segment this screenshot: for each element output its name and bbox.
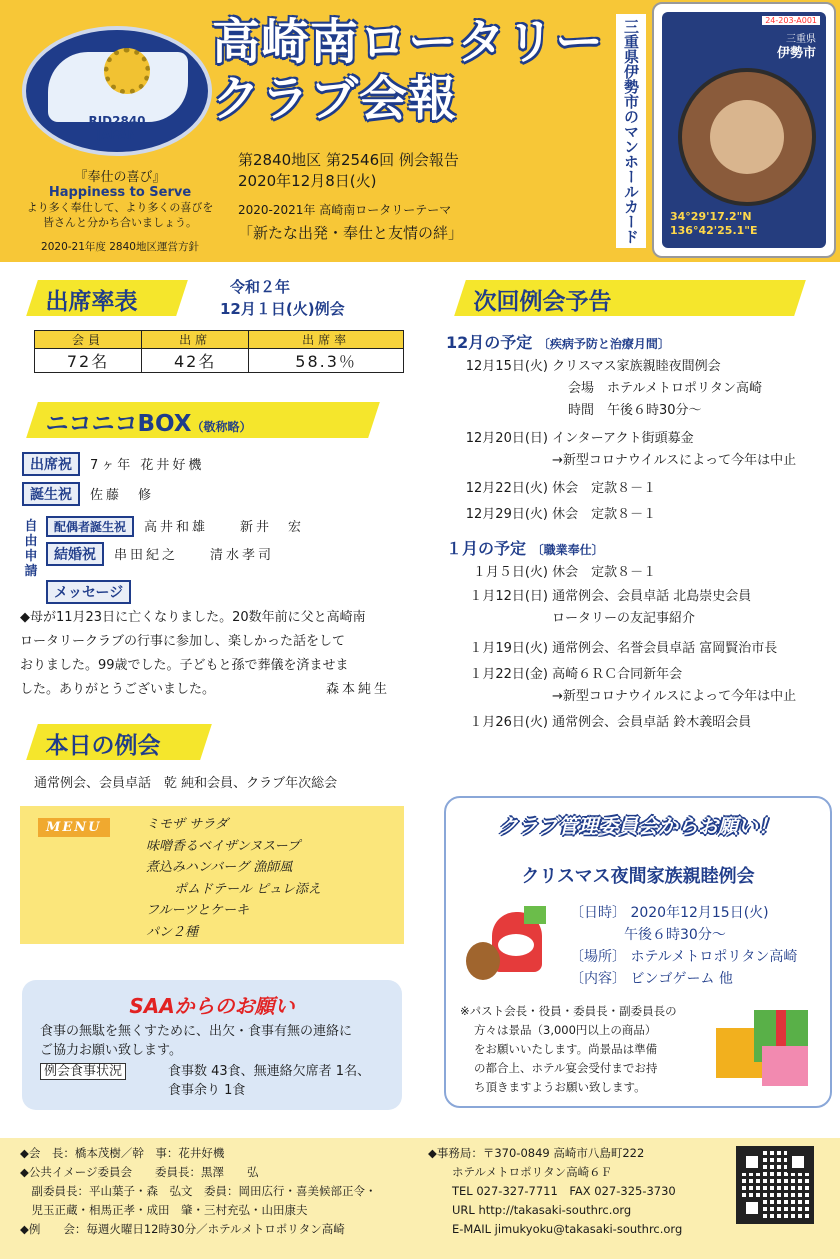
event-dec29: 12月29日(火) 休会 定款８－１ [465, 507, 657, 522]
qr-code-icon[interactable] [736, 1146, 814, 1224]
saa-notice: SAAからのお願い 食事の無駄を無くすために、出欠・食事有無の連絡に ご協力お願い致します。 例会食事状況 食事数 43食、無連絡欠席者 1名、 食事余り 1食 [22, 980, 402, 1110]
footer-contact: ◆事務局：〒370-0849 高崎市八島町222 ホテルメトロポリタン高崎６Ｆ TEL 027-327-7711 FAX 027-325-3730 URL http://takasaki-southrc.org E-MAIL jimukyoku@takasaki-southrc.org [428, 1144, 682, 1239]
newsletter-title: 高崎南ロータリー クラブ会報 [212, 14, 605, 127]
menu-box [20, 806, 404, 944]
today-program: 通常例会、会員卓話 乾 純和会員、クラブ年次総会 [34, 776, 338, 791]
attendance-date: 令和２年 12月１日(火)例会 [220, 278, 345, 318]
event-jan12: １月12日(日) 通常例会、会員卓話 北島崇史会員 ロータリーの友記事紹介 [469, 589, 752, 626]
manhole-image [678, 68, 816, 206]
request-event-info: 〔日時〕 2020年12月15日(火) 午後６時30分～ 〔場所〕 ホテルメトロポリタン高崎 〔内容〕 ビンゴゲーム 他 [570, 905, 798, 987]
club-committee-request [444, 796, 832, 1108]
club-email[interactable]: E-MAIL jimukyoku@takasaki-southrc.org [452, 1222, 683, 1236]
rotary-wheel-icon [104, 48, 150, 94]
footer-officers: ◆会 長：橋本茂樹／幹 事：花井好機 ◆公共イメージ委員会 委員長：黒澤 弘 副委員長：平山葉子・森 弘文 委員：岡田広行・喜美候部正令・ 児玉正蔵・相馬正孝・成田 肇・三村充弘・山田康夫 ◆例 会：毎週火曜日12時30分／ホテルメトロポリタン高崎 [20, 1146, 377, 1236]
vertical-label: 自由申請 [24, 519, 38, 579]
gift-box-illustration [708, 1006, 812, 1092]
header-band [0, 0, 840, 262]
club-url[interactable]: URL http://takasaki-southrc.org [452, 1203, 632, 1217]
message-body: ◆母が11月23日に亡くなりました。20数年前に父と高崎南 ロータリークラブの行事に参加し、楽しかった話をして おりました。99歳でした。子どもと孫で葬儀を済ませま した。ありがとうございました。 森本純生 [20, 610, 390, 697]
menu-label: MENU [38, 818, 110, 837]
niko-row-birthday: 誕生祝 佐藤 修 [22, 482, 154, 506]
niko-row-spouse-birthday: 配偶者誕生祝 高井和雄 新井 宏 [46, 516, 304, 537]
request-heading: クラブ管理委員会からお願い！ [498, 814, 778, 838]
niko-row-attendance: 出席祝 7ヶ年 花井好機 [22, 452, 204, 476]
meal-status-tag: 例会食事状況 [40, 1063, 126, 1080]
menu-items: ミモザ サラダ 味噌香るベイザンヌスープ 煮込みハンバーグ 漁師風 ポムドテール ピュレ添え フルーツとケーキ パン２種 [146, 817, 321, 940]
december-heading: 12月の予定 〔疾病予防と治療月間〕 [446, 333, 670, 352]
niko-box-heading: ニコニコBOX（敬称略） [26, 402, 380, 438]
district-logo [22, 26, 212, 156]
meeting-info: 第2840地区 第2546回 例会報告 2020年12月8日(火) 2020-2021年 高崎南ロータリーテーマ 「新たな出発・奉仕と友情の絆」 [238, 151, 464, 242]
event-jan5: １月５日(火) 休会 定款８－１ [472, 565, 657, 580]
attendance-heading: 出席率表 [26, 280, 188, 316]
niko-row-anniversary: 結婚祝 串田紀之 清水孝司 [46, 542, 274, 566]
request-note: ※パスト会長・役員・委員長・副委員長の 方々は景品（3,000円以上の商品） をお願いいたします。尚景品は準備 の都合上、ホテル宴会受付までお持 ち頂きますようお願い致します。 [460, 1004, 677, 1094]
event-jan19: １月19日(火) 通常例会、名誉会員卓話 富岡賢治市長 [469, 641, 778, 656]
event-jan26: １月26日(火) 通常例会、会員卓話 鈴木義昭会員 [469, 715, 752, 730]
logo-text: RID2840 JAPAN [88, 114, 146, 142]
district-motto: 『奉仕の喜び』 Happiness to Serve より多く奉仕して、より多くの喜びを 皆さんと分かち合いましょう。 2020-21年度 2840地区運営方針 [26, 170, 214, 253]
manhole-card: 24-203-A001 三重県 伊勢市 34°29'17.2"N 136°42'25.1"E [652, 2, 836, 258]
event-dec22: 12月22日(火) 休会 定款８－１ [465, 481, 657, 496]
attendance-table: 会員 出席 出席率 72名 42名 58.3％ [34, 330, 404, 373]
event-dec20: 12月20日(日) インターアクト街頭募金 →新型コロナウイルスによって今年は中止 [465, 431, 797, 468]
january-heading: １月の予定 〔職業奉仕〕 [446, 539, 604, 558]
footer [0, 1138, 840, 1259]
today-heading: 本日の例会 [26, 724, 212, 760]
next-meetings-heading: 次回例会予告 [454, 280, 806, 316]
santa-reindeer-illustration [462, 904, 560, 1000]
request-event-title: クリスマス夜間家族親睦例会 [521, 866, 755, 887]
event-jan22: １月22日(金) 高崎６ＲＣ合同新年会 →新型コロナウイルスによって今年は中止 [469, 667, 797, 704]
manhole-card-caption: 三重県伊勢市のマンホールカード [616, 14, 646, 248]
niko-row-message: メッセージ [46, 580, 131, 604]
event-dec15: 12月15日(火) クリスマス家族親睦夜間例会 会場 ホテルメトロポリタン高崎 時間 午後６時30分～ [465, 359, 762, 418]
